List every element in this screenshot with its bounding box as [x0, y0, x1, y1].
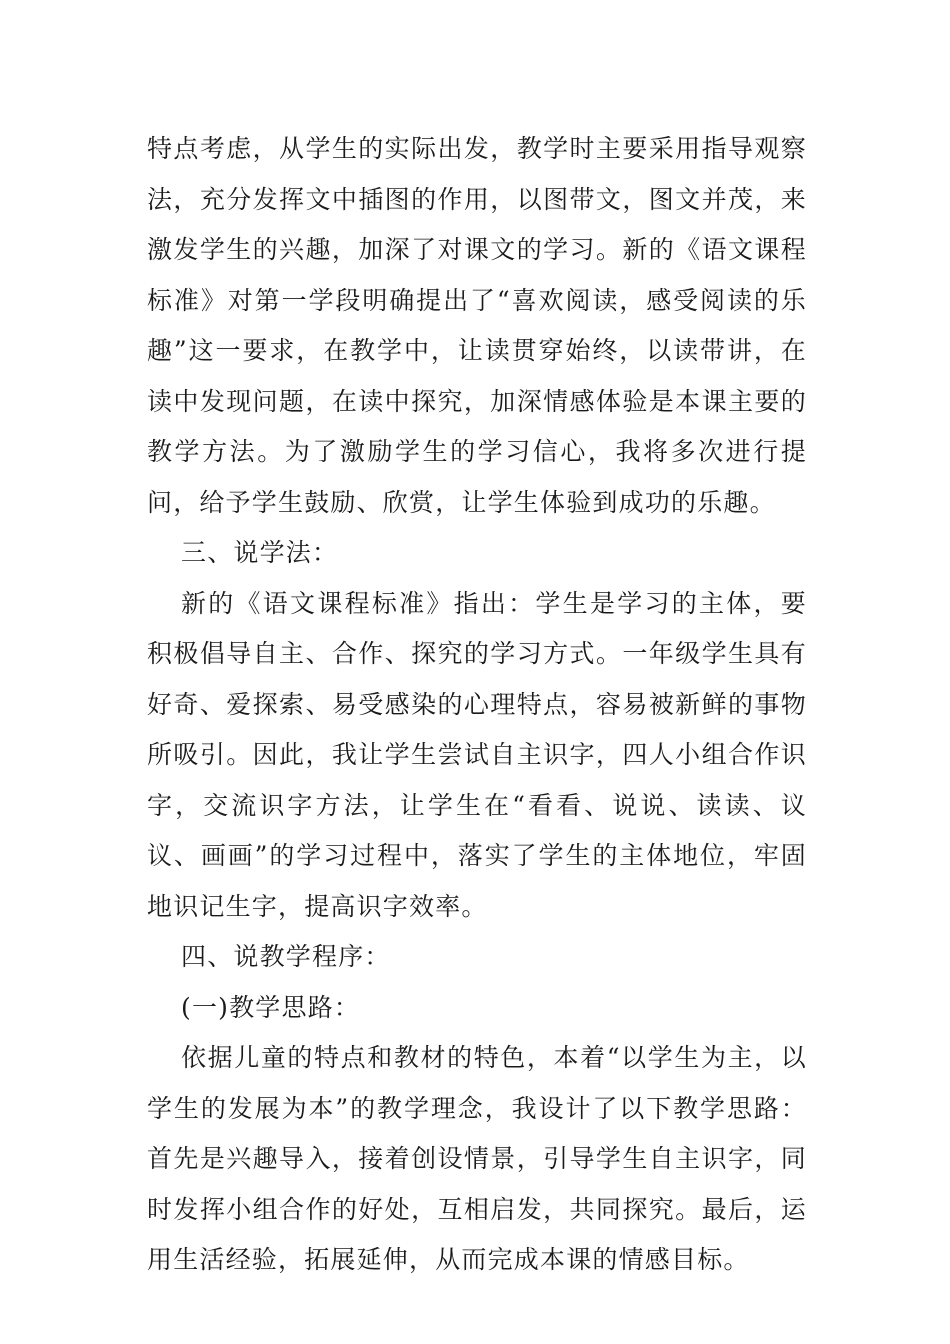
paragraph-teaching-approach: 依据儿童的特点和教材的特色，本着“以学生为主，以学生的发展为本”的教学理念，我设计了以下教学思路：首先是兴趣导入，接着创设情景，引导学生自主识字，同时发挥小组合作的好处，互相启发，共同探究。最后，运用生活经验，拓展延伸，从而完成本课的情感目标。: [147, 1043, 807, 1274]
paragraph-learning-method: 新的《语文课程标准》指出：学生是学习的主体，要积极倡导自主、合作、探究的学习方式。一年级学生具有好奇、爱探索、易受感染的心理特点，容易被新鲜的事物所吸引。因此，我让学生尝试自主识字，四人小组合作识字，交流识字方法，让学生在“看看、说说、读读、议议、画画”的学习过程中，落实了学生的主体地位，牢固地识记生字，提高识字效率。: [147, 588, 807, 921]
heading-teaching-procedure: 四、说教学程序：: [181, 942, 391, 971]
heading-learning-method: 三、说学法：: [181, 538, 339, 567]
document-body: [147, 124, 807, 1286]
subheading-teaching-approach: (一)教学思路：: [181, 992, 361, 1022]
paragraph-teaching-method: 特点考虑，从学生的实际出发，教学时主要采用指导观察法，充分发挥文中插图的作用，以图带文，图文并茂，来激发学生的兴趣，加深了对课文的学习。新的《语文课程标准》对第一学段明确提出了“喜欢阅读，感受阅读的乐趣”这一要求，在教学中，让读贯穿始终，以读带讲，在读中发现问题，在读中探究，加深情感体验是本课主要的教学方法。为了激励学生的学习信心，我将多次进行提问，给予学生鼓励、欣赏，让学生体验到成功的乐趣。: [147, 134, 807, 517]
